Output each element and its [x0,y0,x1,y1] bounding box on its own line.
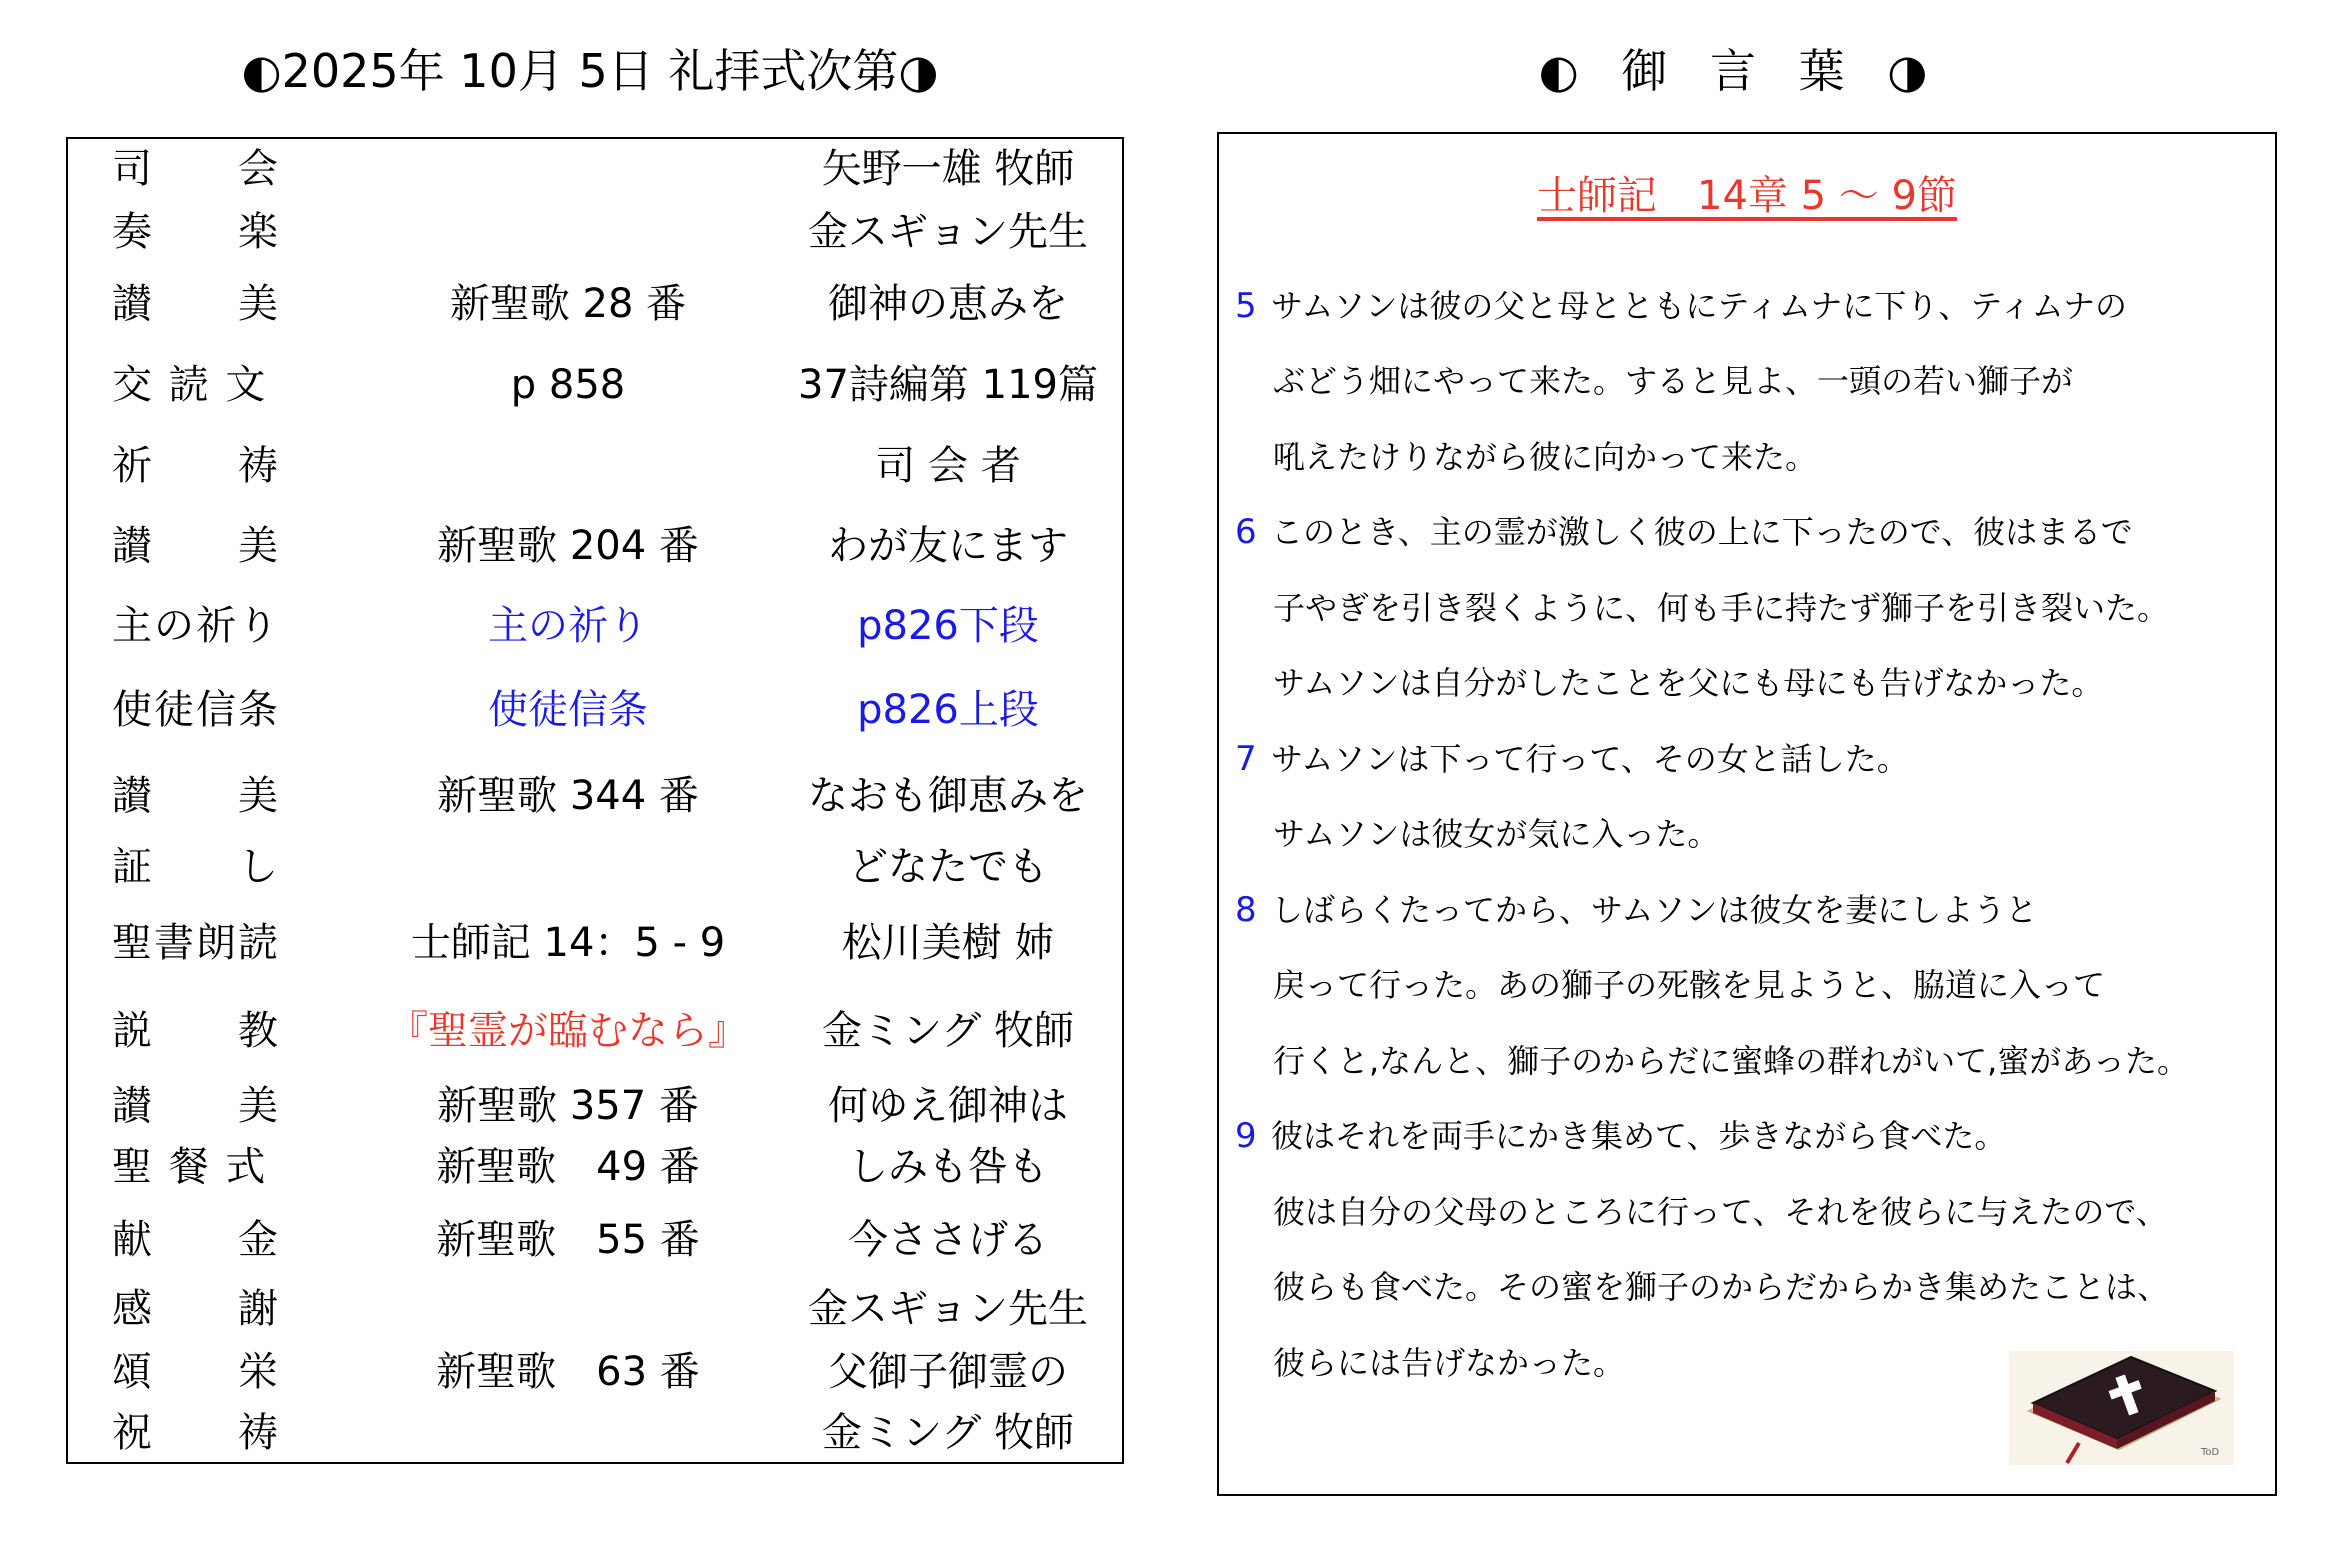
verse-text: 彼は自分の父母のところに行って、それを彼らに与えたので、 [1273,1193,2168,1231]
program-row [68,1279,1122,1339]
program-row [68,516,1122,576]
verse-text: 彼はそれを両手にかき集めて、歩きながら食べた。 [1271,1117,2007,1155]
program-item: 祝 祷 [112,1410,280,1456]
program-row [68,1342,1122,1402]
program-detail: 新聖歌 204 番 [437,523,699,569]
verse-text: ぶどう畑にやって来た。すると見よ、一頭の若い獅子が [1273,362,2074,400]
program-note: 金ミング 牧師 [822,1410,1074,1456]
program-row [68,355,1122,415]
program-item: 献 金 [112,1217,280,1263]
bible-icon [2009,1351,2234,1465]
program-detail: 新聖歌 344 番 [437,773,699,819]
program-detail [368,1279,768,1339]
program-detail: 新聖歌 55 番 [436,1217,700,1263]
program-note: 金スギョン先生 [808,1286,1088,1332]
program-note: わが友にます [828,523,1068,569]
program-detail: 新聖歌 63 番 [436,1349,700,1395]
verse-text: サムソンは彼の父と母とともにティムナに下り、ティムナの [1271,287,2128,325]
program-row [68,1001,1122,1061]
scripture-passage-box [1217,132,2277,1496]
svg-text:ToD: ToD [2201,1447,2220,1458]
program-note: 今ささげる [848,1217,1048,1263]
verse-text: サムソンは彼女が気に入った。 [1273,815,1720,853]
program-detail: 新聖歌 49 番 [436,1144,700,1190]
program-note: 矢野一雄 牧師 [821,146,1075,192]
program-note: 御神の恵みを [828,281,1068,327]
program-note: 37詩編第 119篇 [798,362,1098,408]
verse-number: 9 [1235,1116,1257,1156]
program-note: 何ゆえ御神は [828,1083,1068,1129]
program-row [68,596,1122,656]
program-row [68,1137,1122,1197]
program-note: 金ミング 牧師 [822,1008,1074,1054]
program-note: 父御子御霊の [828,1349,1068,1395]
program-item: 主の祈り [112,603,280,649]
verse-text: 吼えたけりながら彼に向かって来た。 [1273,438,1818,476]
order-of-worship-table [66,137,1124,1464]
program-row [68,139,1122,199]
program-detail [368,202,768,262]
scripture-title: ◐ 御 言 葉 ◑ [1538,44,1942,98]
program-item: 聖書朗読 [112,920,280,966]
program-detail: 新聖歌 28 番 [449,281,687,327]
verse-number: 5 [1235,286,1257,326]
program-row [68,1210,1122,1270]
program-detail: 主の祈り [488,603,648,649]
verse-text: 彼らには告げなかった。 [1273,1344,1626,1382]
program-row [68,202,1122,262]
verse-text: サムソンは下って行って、その女と話した。 [1271,740,1909,778]
program-detail [368,139,768,199]
program-detail: p 858 [510,362,626,408]
program-row [68,766,1122,826]
program-detail: 使徒信条 [488,687,648,733]
program-item: 交 読 文 [112,362,268,408]
program-detail [368,837,768,897]
program-row [68,913,1122,973]
program-item: 祈 祷 [112,443,280,489]
program-item: 使徒信条 [112,687,280,733]
sermon-title: 『聖霊が臨むなら』 [388,1008,748,1054]
program-note: どなたでも [848,844,1048,890]
program-detail [368,436,768,496]
scripture-reference: 士師記 14章 5 ～ 9節 [1537,173,1957,219]
program-item: 讃 美 [112,1083,280,1129]
program-detail: 新聖歌 357 番 [437,1083,699,1129]
program-item: 讃 美 [112,523,280,569]
program-row [68,436,1122,496]
program-row [68,274,1122,334]
program-note: しみも咎も [848,1144,1048,1190]
program-item: 聖 餐 式 [112,1144,268,1190]
program-row [68,837,1122,897]
verse-number: 8 [1235,890,1257,930]
verse-text: サムソンは自分がしたことを父にも母にも告げなかった。 [1273,664,2104,702]
verse-number: 7 [1235,739,1257,779]
program-item: 頌 栄 [112,1349,280,1395]
program-item: 説 教 [112,1008,280,1054]
program-title: ◐2025年 10月 5日 礼拝式次第◑ [241,44,939,98]
verse-number: 6 [1235,512,1257,552]
program-item: 奏 楽 [112,209,280,255]
program-note: p826上段 [857,687,1039,733]
program-item: 司 会 [112,146,280,192]
verse-text: 戻って行った。あの獅子の死骸を見ようと、脇道に入って [1273,966,2106,1004]
program-note: なおも御恵みを [808,773,1088,819]
program-detail: 士師記 14：5 - 9 [410,920,726,966]
verse-text: 行くと,なんと、獅子のからだに蜜蜂の群れがいて,蜜があった。 [1273,1042,2190,1080]
verse-text: 子やぎを引き裂くように、何も手に持たず獅子を引き裂いた。 [1273,589,2170,627]
program-row [68,680,1122,740]
program-item: 証 し [112,844,280,890]
verse-text: 彼らも食べた。その蜜を獅子のからだからかき集めたことは、 [1273,1268,2170,1306]
program-row [68,1403,1122,1463]
verse-text: このとき、主の霊が激しく彼の上に下ったので、彼はまるで [1271,513,2133,551]
program-note: p826下段 [857,603,1039,649]
bible-icon-graphic [2009,1351,2234,1465]
program-item: 讃 美 [112,281,280,327]
program-note: 松川美樹 姉 [841,920,1055,966]
program-note: 司 会 者 [875,443,1021,489]
program-note: 金スギョン先生 [808,209,1088,255]
program-detail [368,1403,768,1463]
program-item: 讃 美 [112,773,280,819]
program-row [68,1076,1122,1136]
verse-text: しばらくたってから、サムソンは彼女を妻にしようと [1271,891,2038,929]
program-item: 感 謝 [112,1286,280,1332]
